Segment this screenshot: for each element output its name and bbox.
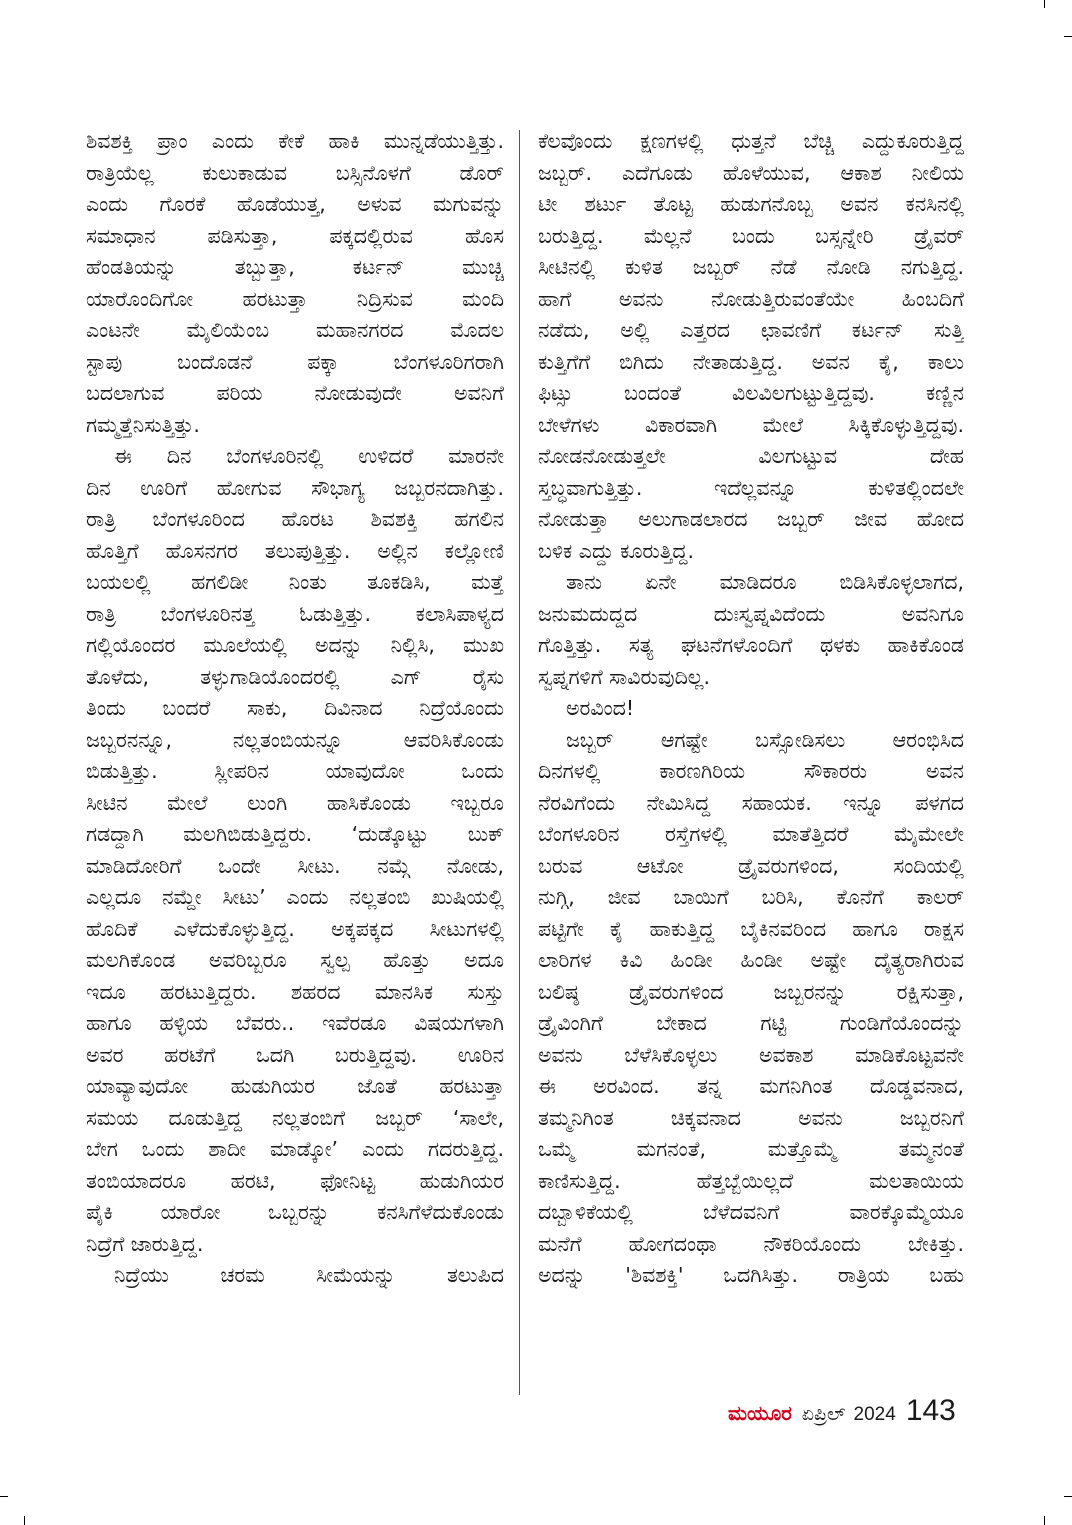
text-line: ಸ್ತಬ್ಧವಾಗುತ್ತಿತ್ತು. ಇದೆಲ್ಲವನ್ನೂ ಕುಳಿತಲ್ಲಿಂದಲೇ — [538, 475, 964, 500]
text-line: ಬೇಳೆಗಳು ವಿಕಾರವಾಗಿ ಮೇಲೆ ಸಿಕ್ಕಿಕೊಳ್ಳುತ್ತಿದ್ದವು. — [538, 412, 964, 437]
text-line: ಗಲ್ಲಿಯೊಂದರ ಮೂಲೆಯಲ್ಲಿ ಅದನ್ನು ನಿಲ್ಲಿಸಿ, ಮುಖ — [86, 633, 504, 657]
text-line: ಕೆಲವೊಂದು ಕ್ಷಣಗಳಲ್ಲಿ ಧುತ್ತನೆ ಬೆಚ್ಚಿ ಎದ್ದುಕೂರುತ್ತಿದ್ದ — [538, 129, 964, 153]
text-line: ಗಡದ್ದಾಗಿ ಮಲಗಿಬಿಡುತ್ತಿದ್ದರು. ‘ದುಡ್ಕೊಟ್ಟು ಬುಕ್ — [86, 822, 504, 846]
text-line: ನಿದ್ರೆಗೆ ಜಾರುತ್ತಿದ್ದ. — [86, 1231, 204, 1256]
text-line: ಬಳಿಕ ಎದ್ದು ಕೂರುತ್ತಿದ್ದ. — [538, 538, 694, 563]
text-line: ಪಟ್ಟಿಗೇ ಕೈ ಹಾಕುತ್ತಿದ್ದ ಬೈಕಿನವರಿಂದ ಹಾಗೂ ರಾಕ್ಷಸ — [538, 916, 964, 941]
text-line: ಎಂದು ಗೊರಕೆ ಹೊಡೆಯುತ್ತ, ಅಳುವ ಮಗುವನ್ನು — [86, 192, 504, 216]
crop-mark — [1044, 0, 1045, 8]
text-line: ನಡೆದು, ಅಲ್ಲಿ ಎತ್ತರದ ಛಾವಣಿಗೆ ಕರ್ಟನ್ ಸುತ್ತಿ — [538, 318, 964, 342]
text-line: ಇದೂ ಹರಟುತ್ತಿದ್ದರು. ಶಹರದ ಮಾನಸಿಕ ಸುಸ್ತು — [86, 979, 504, 1004]
text-line: ಮಲಗಿಕೊಂಡ ಅವರಿಬ್ಬರೂ ಸ್ವಲ್ಪ ಹೊತ್ತು ಅದೂ — [86, 948, 504, 972]
text-line: ಡ್ರೈವಿಂಗಿಗೆ ಬೇಕಾದ ಗಟ್ಟಿ ಗುಂಡಿಗೆಯೊಂದನ್ನು — [538, 1011, 964, 1035]
text-line: ದಿನ ಊರಿಗೆ ಹೋಗುವ ಸೌಭಾಗ್ಯ ಜಬ್ಬರನದಾಗಿತ್ತು. — [86, 475, 504, 500]
text-line: ಸೀಟಿನಲ್ಲಿ ಕುಳಿತ ಜಬ್ಬರ್ ನೆಡೆ ನೋಡಿ ನಗುತ್ತಿದ್ದ. — [538, 255, 964, 279]
text-line: ಒಮ್ಮೆ ಮಗನಂತೆ, ಮತ್ತೊಮ್ಮೆ ತಮ್ಮನಂತೆ — [538, 1137, 964, 1161]
text-line: ಅವರ ಹರಟೆಗೆ ಒದಗಿ ಬರುತ್ತಿದ್ದವು. ಊರಿನ — [86, 1042, 504, 1067]
text-line: ಬರುತ್ತಿದ್ದ. ಮೆಲ್ಲನೆ ಬಂದು ಬಸ್ಸನ್ನೇರಿ ಡ್ರೈವರ್ — [538, 223, 964, 248]
page-footer — [728, 1394, 956, 1430]
text-line: ಕಾಣಿಸುತ್ತಿದ್ದ. ಹೆತ್ತಬ್ಬೆಯಿಲ್ಲದೆ ಮಲತಾಯಿಯ — [538, 1168, 964, 1193]
text-line: ನೋಡುತ್ತಾ ಅಲುಗಾಡಲಾರದ ಜಬ್ಬರ್ ಜೀವ ಹೋದ — [538, 507, 964, 531]
text-line: ನೋಡನೋಡುತ್ತಲೇ ವಿಲಗುಟ್ಟುವ ದೇಹ — [538, 444, 964, 468]
text-line: ಹೆಂಡತಿಯನ್ನು ತಬ್ಬುತ್ತಾ, ಕರ್ಟನ್ ಮುಚ್ಚಿ — [86, 255, 504, 279]
text-line: ಈ ಅರವಿಂದ. ತನ್ನ ಮಗನಿಗಿಂತ ದೊಡ್ಡವನಾದ, — [538, 1074, 964, 1098]
text-line: ಕುತ್ತಿಗೆಗೆ ಬಿಗಿದು ನೇತಾಡುತ್ತಿದ್ದ. ಅವನ ಕೈ, ಕಾಲು — [538, 349, 964, 374]
text-line: ಮಾಡಿದೋರಿಗೆ ಒಂದೇ ಸೀಟು. ನಮ್ಗೆ ನೋಡು, — [86, 853, 504, 878]
text-line: ಅದನ್ನು 'ಶಿವಶಕ್ತಿ' ಒದಗಿಸಿತ್ತು. ರಾತ್ರಿಯ ಬಹು — [538, 1263, 964, 1287]
column-divider — [519, 130, 520, 1395]
text-line: ತಾನು ಏನೇ ಮಾಡಿದರೂ ಬಿಡಿಸಿಕೊಳ್ಳಲಾಗದ, — [566, 570, 964, 594]
page-number: 143 — [905, 1394, 956, 1427]
text-line: ದಿನಗಳಲ್ಲಿ ಕಾರಣಗಿರಿಯ ಸೌಕಾರರು ಅವನ — [538, 759, 964, 783]
text-line: ಹಾಗೂ ಹಳ್ಳಿಯ ಬೆವರು.. ಇವೆರಡೂ ವಿಷಯಗಳಾಗಿ — [86, 1011, 504, 1035]
text-line: ಜಬ್ಬರನನ್ನೂ, ನಲ್ಲತಂಬಿಯನ್ನೂ ಆವರಿಸಿಕೊಂಡು — [86, 727, 504, 752]
text-line: ರಾತ್ರಿ ಬೆಂಗಳೂರಿನತ್ತ ಓಡುತ್ತಿತ್ತು. ಕಲಾಸಿಪಾಳ್ಯದ — [86, 601, 504, 626]
text-line: ಜಬ್ಬರ್. ಎದೆಗೂಡು ಹೊಳೆಯುವ, ಆಕಾಶ ನೀಲಿಯ — [538, 160, 964, 185]
text-line: ಯಾವ್ಯಾವುದೋ ಹುಡುಗಿಯರ ಜೊತೆ ಹರಟುತ್ತಾ — [86, 1074, 504, 1098]
crop-mark — [1064, 36, 1072, 37]
crop-mark — [1044, 1516, 1045, 1525]
text-line: ಮನೆಗೆ ಹೋಗದಂಥಾ ನೌಕರಿಯೊಂದು ಬೇಕಿತ್ತು. — [538, 1231, 964, 1256]
text-line: ಸಮಯ ದೂಡುತ್ತಿದ್ದ ನಲ್ಲತಂಬಿಗೆ ಜಬ್ಬರ್ ‘ಸಾಲೇ, — [86, 1105, 504, 1130]
right-column — [538, 126, 964, 1292]
text-line: ನಿದ್ರೆಯು ಚರಮ ಸೀಮೆಯನ್ನು ತಲುಪಿದ — [114, 1263, 504, 1287]
text-line: ತಮ್ಮನಿಗಿಂತ ಚಿಕ್ಕವನಾದ ಅವನು ಜಬ್ಬರನಿಗೆ — [538, 1105, 964, 1130]
text-line: ಸೀಟಿನ ಮೇಲೆ ಲುಂಗಿ ಹಾಸಿಕೊಂಡು ಇಬ್ಬರೂ — [86, 790, 504, 815]
text-line: ಜಬ್ಬರ್ ಆಗಷ್ಟೇ ಬಸ್ಸೋಡಿಸಲು ಆರಂಭಿಸಿದ — [566, 727, 964, 752]
text-line: ತಂಬಿಯಾದರೂ ಹರಟಿ, ಫೋನಿಟ್ಟ ಹುಡುಗಿಯರ — [86, 1168, 504, 1193]
crop-mark — [0, 1496, 8, 1497]
text-line: ಗಮ್ಮತ್ತೆನಿಸುತ್ತಿತ್ತು. — [86, 412, 200, 437]
text-line: ಗೊತ್ತಿತ್ತು. ಸತ್ಯ ಘಟನೆಗಳೊಂದಿಗೆ ಥಳಕು ಹಾಕಿಕೊಂಡ — [538, 633, 964, 657]
text-line: ತಿಂದು ಬಂದರೆ ಸಾಕು, ದಿವಿನಾದ ನಿದ್ರೆಯೊಂದು — [86, 696, 504, 720]
magazine-name: ಮಯೂರ — [728, 1401, 792, 1425]
text-line: ಹೊದಿಕೆ ಎಳೆದುಕೊಳ್ಳುತ್ತಿದ್ದ. ಅಕ್ಕಪಕ್ಕದ ಸೀಟುಗಳಲ್ಲಿ — [86, 916, 504, 941]
text-line: ಸಮಾಧಾನ ಪಡಿಸುತ್ತಾ, ಪಕ್ಕದಲ್ಲಿರುವ ಹೊಸ — [86, 223, 504, 248]
text-line: ಫಿಟ್ಸು ಬಂದಂತೆ ವಿಲವಿಲಗುಟ್ಟುತ್ತಿದ್ದವು. ಕಣ್ಣಿನ — [538, 381, 964, 405]
text-line: ಬಯಲಲ್ಲಿ ಹಗಲಿಡೀ ನಿಂತು ತೂಕಡಿಸಿ, ಮತ್ತೆ — [86, 570, 504, 594]
issue-year: 2024 — [853, 1404, 896, 1425]
text-line: ಶಿವಶಕ್ತಿ ಪ್ರಾಂ ಎಂದು ಕೇಕೆ ಹಾಕಿ ಮುನ್ನಡೆಯುತ್ತಿತ್ತು. — [86, 129, 504, 153]
text-line: ಎಲ್ಲದೂ ನಮ್ದೇ ಸೀಟು’ ಎಂದು ನಲ್ಲತಂಬಿ ಖುಷಿಯಲ್ಲಿ — [86, 885, 504, 909]
text-line: ಬಿಡುತ್ತಿತ್ತು. ಸ್ಲೀಪರಿನ ಯಾವುದೋ ಒಂದು — [86, 759, 504, 783]
text-line: ನುಗ್ಗಿ, ಜೀವ ಬಾಯಿಗೆ ಬರಿಸಿ, ಕೊನೆಗೆ ಕಾಲರ್ — [538, 885, 964, 909]
text-line: ಬೆಂಗಳೂರಿನ ರಸ್ತೆಗಳಲ್ಲಿ ಮಾತೆತ್ತಿದರೆ ಮೈಮೇಲೇ — [538, 822, 964, 846]
text-line: ರಾತ್ರಿಯೆಲ್ಲ ಕುಲುಕಾಡುವ ಬಸ್ಸಿನೊಳಗೆ ಡೊರ್ — [86, 160, 504, 185]
text-line: ಟೀ ಶರ್ಟು ತೊಟ್ಟ ಹುಡುಗನೊಬ್ಬ ಅವನ ಕನಸಿನಲ್ಲಿ — [538, 192, 964, 216]
left-column — [86, 126, 504, 1292]
issue-month: ಏಪ್ರಿಲ್ — [801, 1403, 846, 1425]
text-line: ತೊಳೆದು, ತಳ್ಳುಗಾಡಿಯೊಂದರಲ್ಲಿ ಎಗ್ ರೈಸು — [86, 664, 504, 689]
text-line: ಈ ದಿನ ಬೆಂಗಳೂರಿನಲ್ಲಿ ಉಳಿದರೆ ಮಾರನೇ — [114, 444, 504, 468]
text-line: ಜನುಮದುದ್ದದ ದುಃಸ್ವಪ್ನವಿದೆಂದು ಅವನಿಗೂ — [538, 601, 964, 626]
text-line: ಬಲಿಷ್ಠ ಡ್ರೈವರುಗಳಿಂದ ಜಬ್ಬರನನ್ನು ರಕ್ಷಿಸುತ್ತಾ, — [538, 979, 964, 1004]
text-line: ಹೊತ್ತಿಗೆ ಹೊಸನಗರ ತಲುಪುತ್ತಿತ್ತು. ಅಲ್ಲಿನ ಕಲ್ಲೋಣಿ — [86, 538, 504, 563]
text-line: ದಬ್ಬಾಳಿಕೆಯಲ್ಲಿ ಬೆಳೆದವನಿಗೆ ವಾರಕ್ಕೊಮ್ಮೆಯೂ — [538, 1200, 964, 1224]
text-line: ಯಾರೊಂದಿಗೋ ಹರಟುತ್ತಾ ನಿದ್ರಿಸುವ ಮಂದಿ — [86, 286, 504, 311]
text-line: ಬೇಗ ಒಂದು ಶಾದೀ ಮಾಡ್ಕೋ’ ಎಂದು ಗದರುತ್ತಿದ್ದ. — [86, 1137, 504, 1161]
text-line: ಬರುವ ಆಟೋ ಡ್ರೈವರುಗಳಿಂದ, ಸಂದಿಯಲ್ಲಿ — [538, 853, 964, 878]
text-line: ಲಾರಿಗಳ ಕಿವಿ ಹಿಂಡೀ ಹಿಂಡೀ ಅಷ್ಟೇ ದೈತ್ಯರಾಗಿರುವ — [538, 948, 964, 972]
text-line: ನೆರವಿಗೆಂದು ನೇಮಿಸಿದ್ದ ಸಹಾಯಕ. ಇನ್ನೂ ಪಳಗದ — [538, 790, 964, 815]
text-line: ಅರವಿಂದ! — [566, 696, 635, 720]
text-line: ಸ್ಟಾಪು ಬಂದೊಡನೆ ಪಕ್ಕಾ ಬೆಂಗಳೂರಿಗರಾಗಿ — [86, 349, 504, 374]
text-line: ರಾತ್ರಿ ಬೆಂಗಳೂರಿಂದ ಹೊರಟ ಶಿವಶಕ್ತಿ ಹಗಲಿನ — [86, 507, 504, 531]
text-line: ಪೈಕಿ ಯಾರೋ ಒಬ್ಬರನ್ನು ಕನಸಿಗೆಳೆದುಕೊಂಡು — [86, 1200, 504, 1224]
crop-mark — [1064, 1496, 1072, 1497]
text-line: ಎಂಟನೇ ಮೈಲಿಯೆಂಬ ಮಹಾನಗರದ ಮೊದಲ — [86, 318, 504, 342]
text-line: ಅವನು ಬೆಳೆಸಿಕೊಳ್ಳಲು ಅವಕಾಶ ಮಾಡಿಕೊಟ್ಟವನೇ — [538, 1042, 964, 1067]
text-line: ಬದಲಾಗುವ ಪರಿಯ ನೋಡುವುದೇ ಅವನಿಗೆ — [86, 381, 504, 405]
text-line: ಹಾಗೆ ಅವನು ನೋಡುತ್ತಿರುವಂತೆಯೇ ಹಿಂಬದಿಗೆ — [538, 286, 964, 311]
text-line: ಸ್ವಪ್ನಗಳಿಗೆ ಸಾವಿರುವುದಿಲ್ಲ. — [538, 664, 711, 689]
crop-mark — [24, 1516, 25, 1525]
